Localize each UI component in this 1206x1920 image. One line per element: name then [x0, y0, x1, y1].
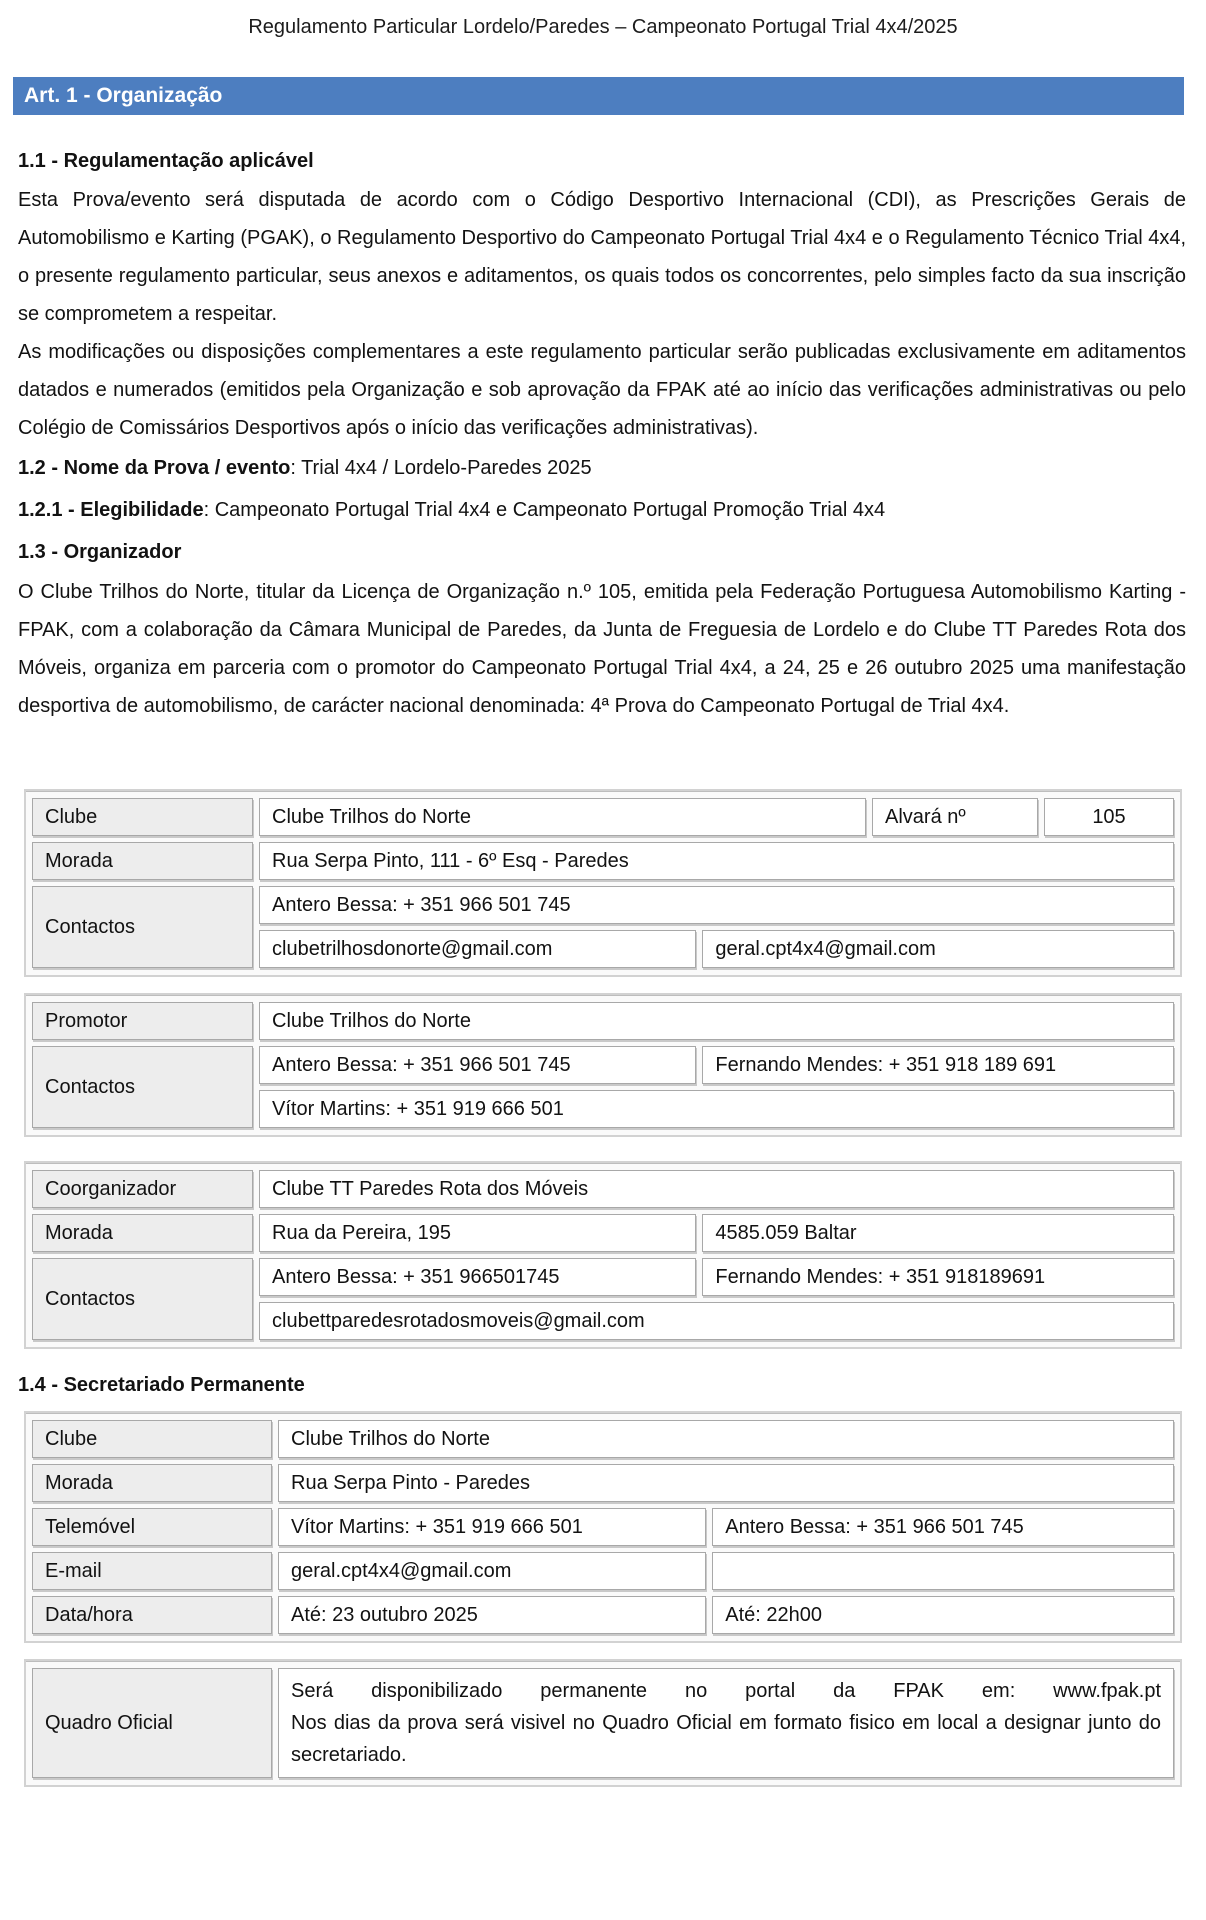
table-row — [259, 1258, 1174, 1296]
address-postal-cell: 4585.059 Baltar — [702, 1214, 1174, 1252]
official-board-line2: Nos dias da prova será visivel no Quadro Oficial em formato fisico em local a designar junto do secretariado. — [291, 1712, 1161, 1766]
contacts-stack — [259, 1046, 1174, 1128]
club-label-cell: Clube — [32, 1420, 272, 1458]
club-name-cell: Clube Trilhos do Norte — [278, 1420, 1174, 1458]
club-table — [24, 789, 1182, 977]
contact-email-cell: geral.cpt4x4@gmail.com — [702, 930, 1174, 968]
table-row — [32, 1668, 1174, 1778]
date-value-cell: Até: 23 outubro 2025 — [278, 1596, 706, 1634]
table-row — [32, 842, 1174, 880]
club-label-cell: Clube — [32, 798, 253, 836]
table-row — [32, 1170, 1174, 1208]
official-board-line1: Será disponibilizado permanente no portal da FPAK em: www.fpak.pt — [291, 1680, 1161, 1702]
table-row — [32, 1002, 1174, 1040]
table-row — [32, 1508, 1174, 1546]
official-board-label-cell: Quadro Oficial — [32, 1668, 272, 1778]
alvara-number-cell: 105 — [1044, 798, 1174, 836]
table-row — [32, 1596, 1174, 1634]
mobile-phone-cell: Antero Bessa: + 351 966 501 745 — [712, 1508, 1174, 1546]
article-1-header-bar — [13, 77, 1184, 115]
table-row — [259, 1302, 1174, 1340]
table-row — [32, 798, 1174, 836]
time-value-cell: Até: 22h00 — [712, 1596, 1174, 1634]
coorganizer-name-cell: Clube TT Paredes Rota dos Móveis — [259, 1170, 1174, 1208]
contact-phone-cell: Vítor Martins: + 351 919 666 501 — [259, 1090, 1174, 1128]
coorganizer-label-cell: Coorganizador — [32, 1170, 253, 1208]
contact-phone-cell: Antero Bessa: + 351 966 501 745 — [259, 886, 1174, 924]
promoter-table — [24, 993, 1182, 1137]
document-body — [0, 141, 1206, 1787]
table-row-group — [32, 1258, 1174, 1340]
table-row — [259, 886, 1174, 924]
section-1-2-1-label: 1.2.1 - Elegibilidade — [18, 499, 204, 521]
contact-phone-cell: Antero Bessa: + 351 966 501 745 — [259, 1046, 696, 1084]
table-row — [259, 930, 1174, 968]
section-1-2-value: : Trial 4x4 / Lordelo-Paredes 2025 — [290, 457, 592, 479]
contact-email-cell: clubettparedesrotadosmoveis@gmail.com — [259, 1302, 1174, 1340]
contacts-label-cell: Contactos — [32, 1046, 253, 1128]
table-row — [259, 1046, 1174, 1084]
contact-phone-cell: Fernando Mendes: + 351 918189691 — [702, 1258, 1174, 1296]
mobile-label-cell: Telemóvel — [32, 1508, 272, 1546]
address-label-cell: Morada — [32, 1464, 272, 1502]
section-1-2-1-line — [18, 489, 1186, 531]
contacts-label-cell: Contactos — [32, 1258, 253, 1340]
table-row — [32, 1420, 1174, 1458]
section-1-3-paragraph: O Clube Trilhos do Norte, titular da Licença de Organização n.º 105, emitida pela Federação Portuguesa Automobilismo Karting - FPAK, com a colaboração da Câmara Municipal de Paredes, da Junta de Freguesia de Lordelo e do Clube TT Paredes Rota dos Móveis, organiza em parceria com o promotor do Campeonato Portugal Trial 4x4, a 24, 25 e 26 outubro 2025 uma manifestação desportiva de automobilismo, de carácter nacional denominada: 4ª Prova do Campeonato Portugal de Trial 4x4. — [18, 581, 1186, 717]
contacts-label-cell: Contactos — [32, 886, 253, 968]
section-1-2-line — [18, 447, 1186, 489]
address-street-cell: Rua da Pereira, 195 — [259, 1214, 696, 1252]
datetime-label-cell: Data/hora — [32, 1596, 272, 1634]
official-board-text-cell — [278, 1668, 1174, 1778]
contact-phone-cell: Fernando Mendes: + 351 918 189 691 — [702, 1046, 1174, 1084]
section-1-3-heading: 1.3 - Organizador — [18, 541, 182, 563]
table-row — [32, 1214, 1174, 1252]
section-1-1-paragraph-1: Esta Prova/evento será disputada de acordo com o Código Desportivo Internacional (CDI), as Prescrições Gerais de Automobilismo e Karting (PGAK), o Regulamento Desportivo do Campeonato Portugal Trial 4x4 e o Regulamento Técnico Trial 4x4, o presente regulamento particular, seus anexos e aditamentos, os quais todos os concorrentes, pelo simples facto da sua inscrição se comprometem a respeitar. — [18, 189, 1187, 325]
address-label-cell: Morada — [32, 1214, 253, 1252]
promoter-label-cell: Promotor — [32, 1002, 253, 1040]
table-row-group — [32, 1046, 1174, 1128]
mobile-phone-cell: Vítor Martins: + 351 919 666 501 — [278, 1508, 706, 1546]
section-1-1-heading: 1.1 - Regulamentação aplicável — [18, 150, 314, 172]
section-1-2-1-value: : Campeonato Portugal Trial 4x4 e Campeonato Portugal Promoção Trial 4x4 — [203, 499, 886, 521]
coorganizer-table — [24, 1161, 1182, 1349]
page-title: Regulamento Particular Lordelo/Paredes – Campeonato Portugal Trial 4x4/2025 — [248, 16, 958, 38]
table-row — [32, 1552, 1174, 1590]
contacts-stack — [259, 886, 1174, 968]
address-label-cell: Morada — [32, 842, 253, 880]
promoter-name-cell: Clube Trilhos do Norte — [259, 1002, 1174, 1040]
club-name-cell: Clube Trilhos do Norte — [259, 798, 866, 836]
contacts-stack — [259, 1258, 1174, 1340]
table-row — [32, 1464, 1174, 1502]
secretariat-table — [24, 1411, 1182, 1643]
table-row-group — [32, 886, 1174, 968]
address-value-cell: Rua Serpa Pinto, 111 - 6º Esq - Paredes — [259, 842, 1174, 880]
email-value-cell: geral.cpt4x4@gmail.com — [278, 1552, 706, 1590]
contact-email-cell: clubetrilhosdonorte@gmail.com — [259, 930, 696, 968]
section-1-4-heading: 1.4 - Secretariado Permanente — [18, 1374, 305, 1396]
email-label-cell: E-mail — [32, 1552, 272, 1590]
email-empty-cell — [712, 1552, 1174, 1590]
address-value-cell: Rua Serpa Pinto - Paredes — [278, 1464, 1174, 1502]
contact-phone-cell: Antero Bessa: + 351 966501745 — [259, 1258, 696, 1296]
alvara-label-cell: Alvará nº — [872, 798, 1038, 836]
section-1-2-label: 1.2 - Nome da Prova / evento — [18, 457, 291, 479]
article-1-header-label: Art. 1 - Organização — [24, 84, 223, 107]
section-1-1-paragraph-2: As modificações ou disposições complementares a este regulamento particular serão publicadas exclusivamente em aditamentos datados e numerados (emitidos pela Organização e sob aprovação da FPAK até ao início das verificações administrativas ou pelo Colégio de Comissários Desportivos após o início das verificações administrativas). — [18, 341, 1186, 439]
table-row — [259, 1090, 1174, 1128]
official-board-table — [24, 1659, 1182, 1787]
